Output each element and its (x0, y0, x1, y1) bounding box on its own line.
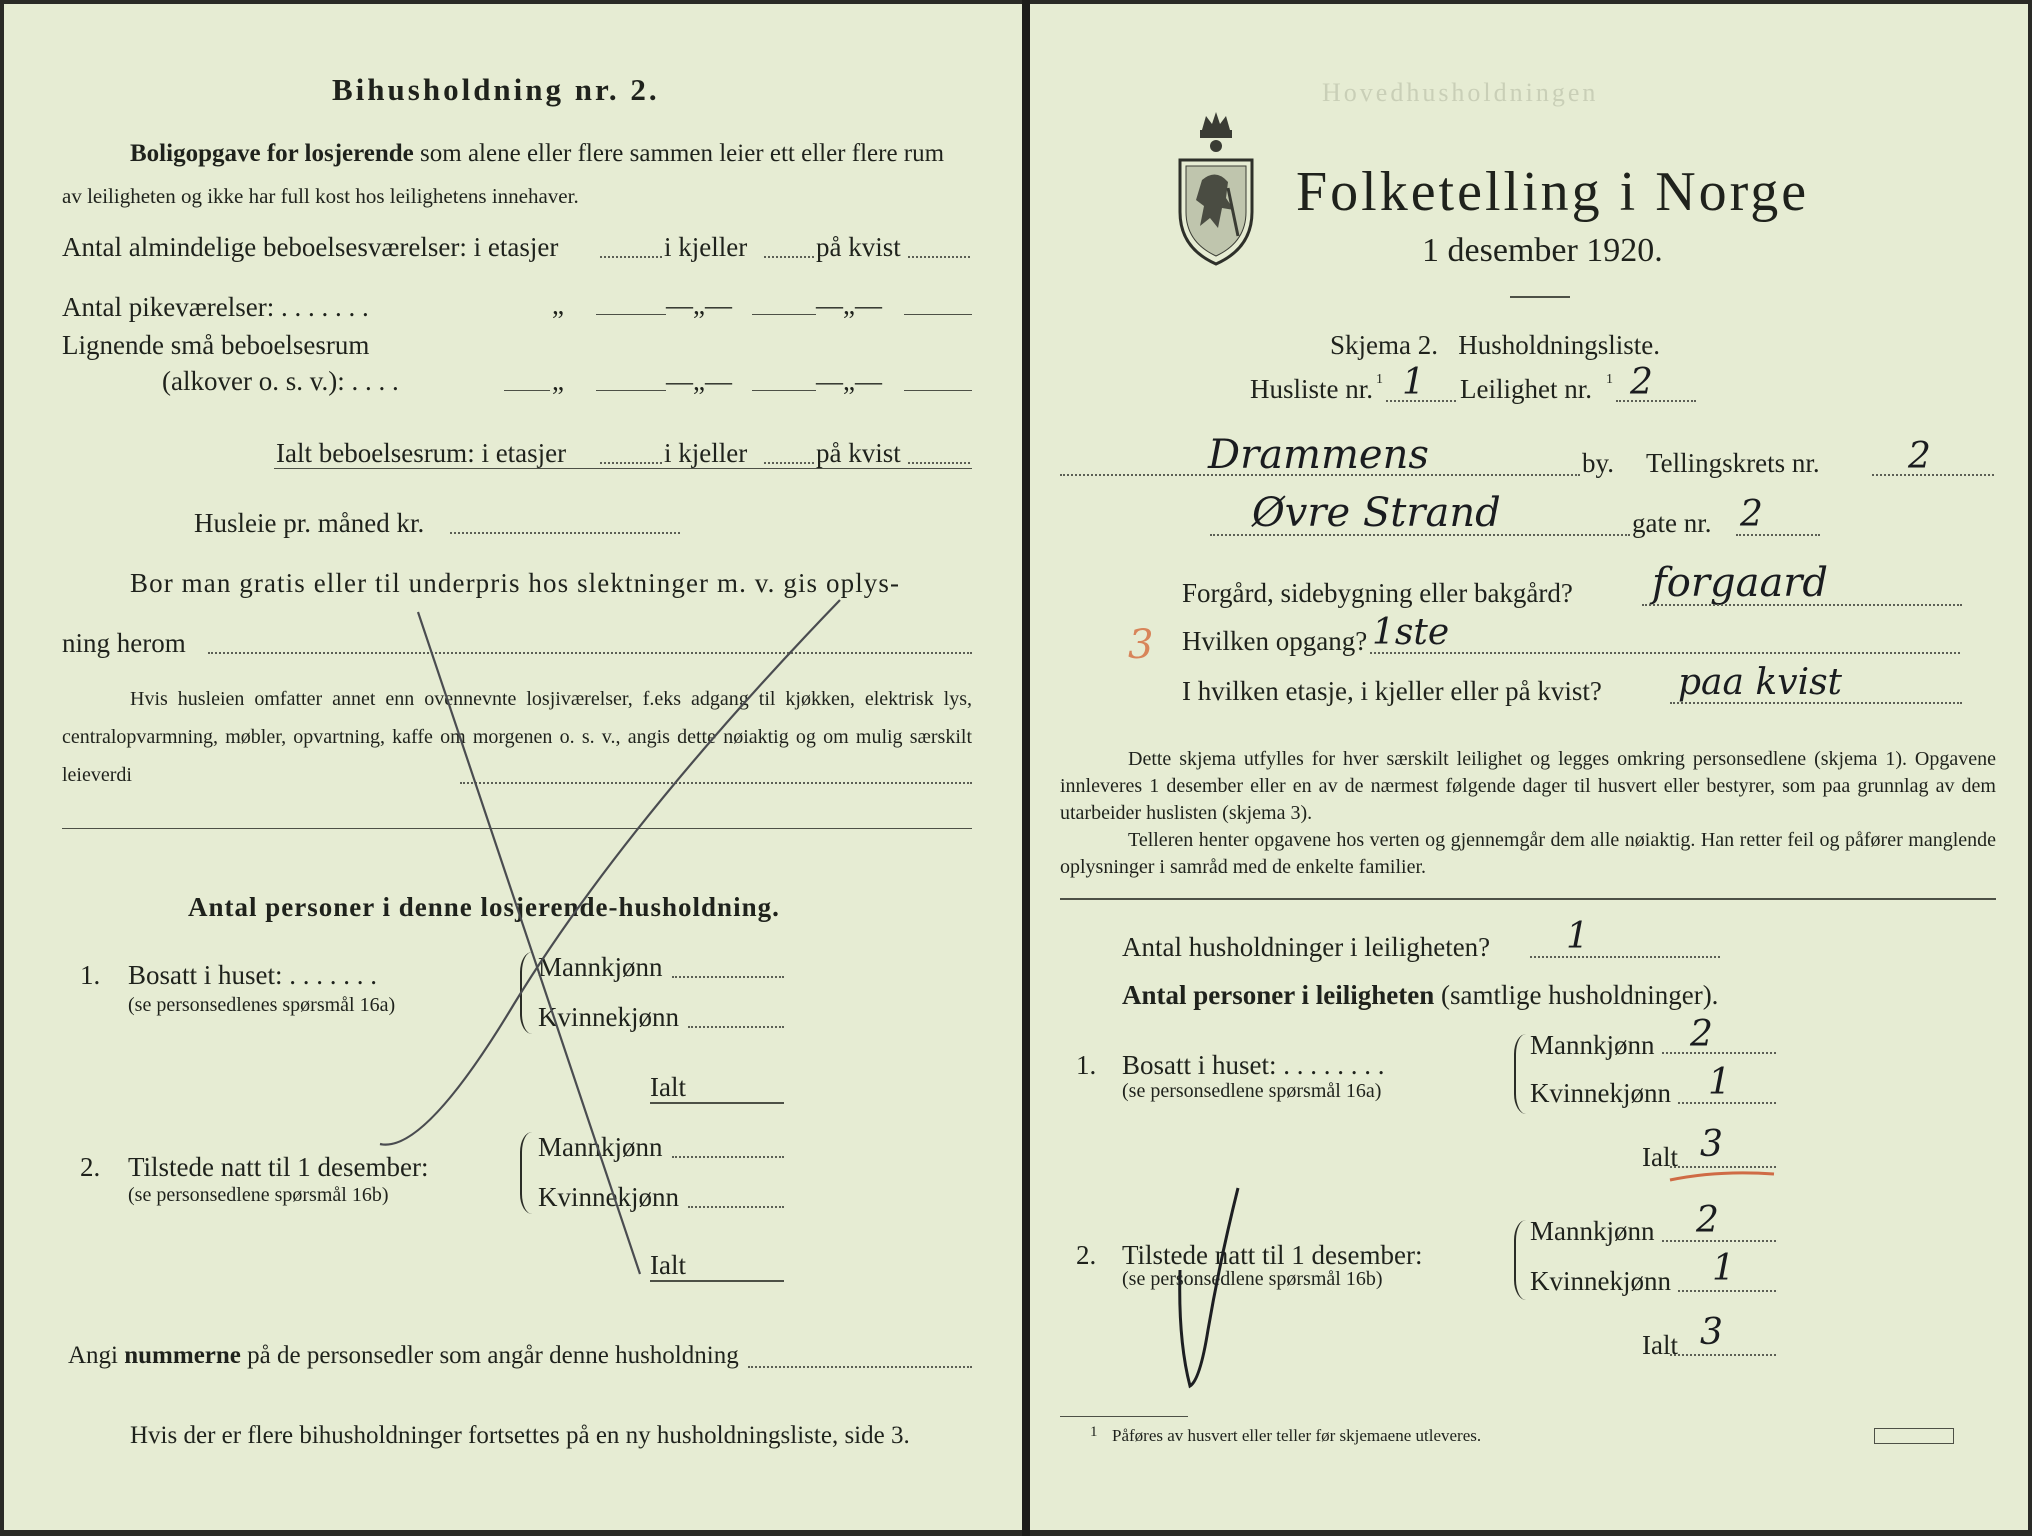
left-q1-mann-label: Mannkjønn (538, 952, 663, 982)
cross-out-stroke-1 (418, 612, 640, 1274)
krets-label: Tellingskrets nr. (1646, 448, 1820, 478)
right-q2-ialt-field (1670, 1354, 1776, 1356)
street-field (1210, 534, 1630, 536)
dette-paragraph: Dette skjema utfylles for hver særskilt leilighet og legges omkring personsedlene (skjema 1). Opgavene innleveres 1 desember eller en av de nærmest følgende dager til husvert eller bestyrer, som paa grunnlag av dem utarbeider huslisten (skjema 3). (1060, 748, 1996, 824)
right-q1-brace (1514, 1034, 1526, 1114)
forgard-field (1642, 604, 1962, 606)
alkover-ditto-1: „ (552, 366, 564, 396)
right-q2-sub: (se personsedlene spørsmål 16b) (1122, 1268, 1383, 1290)
personer-bold: Antal personer i leiligheten (1122, 980, 1435, 1010)
intro-rest: som alene eller flere sammen leier ett eller flere rum (420, 140, 945, 167)
forgard-value[interactable]: forgaard (1652, 560, 1829, 606)
right-q2-mann-field (1662, 1240, 1776, 1242)
right-q2-mann-label: Mannkjønn (1530, 1216, 1655, 1246)
rooms-kjeller-label: i kjeller (664, 232, 748, 262)
opgang-label: Hvilken opgang? (1182, 626, 1368, 656)
husliste-field (1386, 400, 1456, 402)
krets-value[interactable]: 2 (1908, 436, 1931, 477)
left-q2-number: 2. (80, 1152, 101, 1182)
gate-label: gate nr. (1632, 508, 1712, 538)
leilighet-footnote-mark: 1 (1606, 372, 1613, 387)
krets-field (1872, 474, 1994, 476)
leilighet-value[interactable]: 2 (1630, 362, 1653, 403)
left-q1-ialt-label: Ialt (650, 1072, 686, 1102)
bosatt-ialt-red-underline (1668, 1168, 1778, 1184)
city-value[interactable]: Drammens (1208, 432, 1429, 478)
instructions-divider (1060, 898, 1996, 900)
pike-ditto-2: —„— (666, 290, 732, 320)
leilighet-label: Leilighet nr. (1460, 374, 1592, 404)
right-q2-number: 2. (1076, 1240, 1097, 1270)
right-q1-mann-label: Mannkjønn (1530, 1030, 1655, 1060)
pike-ditto-1: „ (552, 290, 564, 320)
etasje-field (1670, 702, 1962, 704)
leilighet-field (1616, 400, 1696, 402)
etasje-label: I hvilken etasje, i kjeller eller på kvist? (1182, 676, 1602, 706)
footnote-text: Påføres av husvert eller teller før skjemaene utleveres. (1112, 1426, 1482, 1445)
tilstede-ialt-value[interactable]: 3 (1700, 1312, 1723, 1353)
city-field (1060, 474, 1580, 476)
page-spine (1022, 0, 1030, 1536)
right-q2-ialt-label: Ialt (1642, 1330, 1678, 1360)
checkmark-stroke (1180, 1188, 1238, 1386)
rooms-label: Antal almindelige beboelsesværelser: i etasjer (62, 232, 559, 262)
ialt-kvist-label: på kvist (816, 438, 901, 468)
bosatt-mann-value[interactable]: 2 (1690, 1014, 1713, 1055)
right-q1-kvinne-field (1678, 1102, 1776, 1104)
left-page (4, 4, 1022, 1530)
bor-line-1: Bor man gratis eller til underpris hos slektninger m. v. gis oplys- (130, 568, 901, 598)
left-q1-kvinne-label: Kvinnekjønn (538, 1002, 679, 1032)
lignende-label: Lignende små beboelsesrum (62, 330, 370, 360)
pike-label: Antal pikeværelser: . . . . . . . (62, 292, 369, 322)
husholdninger-label: Antal husholdninger i leiligheten? (1122, 932, 1491, 962)
telleren-paragraph: Telleren henter opgavene hos verten og gjennemgår dem alle nøiaktig. Han retter feil og påfører manglende oplysninger i samråd med de enkelte familier. (1060, 829, 1996, 878)
right-q1-label: Bosatt i huset: . . . . . . . . (1122, 1050, 1385, 1080)
main-title: Folketelling i Norge (1296, 161, 1810, 223)
husholdninger-field (1530, 956, 1720, 958)
right-q1-mann-field (1662, 1052, 1776, 1054)
personer-heading (1122, 980, 1718, 1011)
opgang-value[interactable]: 1ste (1372, 612, 1450, 653)
left-footer-note: Hvis der er flere bihusholdninger fortsettes på en ny husholdningsliste, side 3. (130, 1422, 910, 1449)
red-underline-stroke (1670, 1173, 1774, 1180)
rooms-kvist-label: på kvist (816, 232, 901, 262)
angi-post: på de personsedler som angår denne husholdning (247, 1342, 739, 1369)
pike-ditto-3: —„— (816, 290, 882, 320)
bor-line-2: ning herom (62, 628, 186, 658)
cross-out-marks (4, 4, 1022, 1530)
intro-bold: Boligopgave for losjerende (130, 140, 414, 167)
husliste-label: Husliste nr. (1250, 374, 1374, 404)
intro-line-2: av leiligheten og ikke har full kost hos leilighetens innehaver. (62, 184, 579, 208)
tilstede-mann-value[interactable]: 2 (1696, 1200, 1719, 1241)
skjema-label: Skjema 2. Husholdningsliste. (1330, 330, 1660, 360)
right-q1-number: 1. (1076, 1050, 1097, 1080)
left-q2-ialt-label: Ialt (650, 1250, 686, 1280)
hvis-paragraph: Hvis husleien omfatter annet enn ovennevnte losjiværelser, f.eks adgang til kjøkken, elektrisk lys, centralopvarmning, møbler, opvartning, kaffe om morgenen o. s. v., angis dette nøiaktig og om mulig særskilt leieverdi (62, 688, 972, 786)
alkover-label: (alkover o. s. v.): . . . . (162, 366, 399, 396)
husliste-footnote-mark: 1 (1376, 372, 1383, 387)
alkover-ditto-2: —„— (666, 366, 732, 396)
left-q1-number: 1. (80, 960, 101, 990)
gate-value[interactable]: 2 (1740, 494, 1763, 535)
faded-header: Hovedhusholdningen (1322, 78, 1599, 107)
alkover-ditto-3: —„— (816, 366, 882, 396)
checkmark-icon (1160, 1180, 1250, 1400)
opgang-field (1370, 652, 1960, 654)
personer-rest: (samtlige husholdninger). (1440, 980, 1719, 1010)
angi-bold: nummerne (124, 1342, 241, 1369)
gate-field (1736, 534, 1820, 536)
right-q1-kvinne-label: Kvinnekjønn (1530, 1078, 1671, 1108)
left-q1-sub: (se personsedlenes spørsmål 16a) (128, 994, 396, 1016)
left-q2-kvinne-label: Kvinnekjønn (538, 1182, 679, 1212)
street-value[interactable]: Øvre Strand (1252, 490, 1501, 536)
etasje-value[interactable]: paa kvist (1678, 662, 1843, 703)
cross-out-stroke-2 (380, 600, 840, 1145)
forgard-label: Forgård, sidebygning eller bakgård? (1182, 578, 1573, 608)
bihusholdning-title: Bihusholdning nr. 2. (332, 72, 660, 107)
right-q1-sub: (se personsedlene spørsmål 16a) (1122, 1080, 1382, 1102)
footnote-rule (1060, 1416, 1188, 1417)
husleie-label: Husleie pr. måned kr. (194, 508, 425, 538)
title-divider (1510, 296, 1570, 298)
ialt-kjeller-label: i kjeller (664, 438, 748, 468)
margin-mark: 3 (1128, 622, 1154, 668)
by-label: by. (1582, 448, 1614, 478)
right-q1-ialt-label: Ialt (1642, 1142, 1678, 1172)
left-q2-sub: (se personsedlene spørsmål 16b) (128, 1184, 389, 1206)
right-q2-kvinne-field (1678, 1290, 1776, 1292)
printer-stamp-icon (1874, 1428, 1954, 1444)
census-date: 1 desember 1920. (1422, 232, 1663, 269)
husholdninger-value[interactable]: 1 (1566, 916, 1589, 957)
bosatt-ialt-value[interactable]: 3 (1700, 1124, 1723, 1165)
right-q2-label: Tilstede natt til 1 desember: (1122, 1240, 1423, 1270)
left-q2-mann-label: Mannkjønn (538, 1132, 663, 1162)
left-q1-label: Bosatt i huset: . . . . . . . (128, 960, 377, 990)
tilstede-kvinne-value[interactable]: 1 (1712, 1248, 1735, 1289)
coat-of-arms-icon (1172, 108, 1260, 268)
losjerende-personer-heading: Antal personer i denne losjerende-husholdning. (188, 892, 780, 922)
ialt-beboelsesrum-label: Ialt beboelsesrum: i etasjer (276, 438, 567, 468)
footnote-number: 1 (1090, 1424, 1098, 1440)
husliste-value[interactable]: 1 (1402, 362, 1425, 403)
right-page (1030, 4, 2028, 1530)
right-q2-brace (1514, 1220, 1526, 1300)
right-q2-kvinne-label: Kvinnekjønn (1530, 1266, 1671, 1296)
left-q2-label: Tilstede natt til 1 desember: (128, 1152, 429, 1182)
bosatt-kvinne-value[interactable]: 1 (1708, 1062, 1731, 1103)
angi-pre: Angi (68, 1342, 118, 1369)
